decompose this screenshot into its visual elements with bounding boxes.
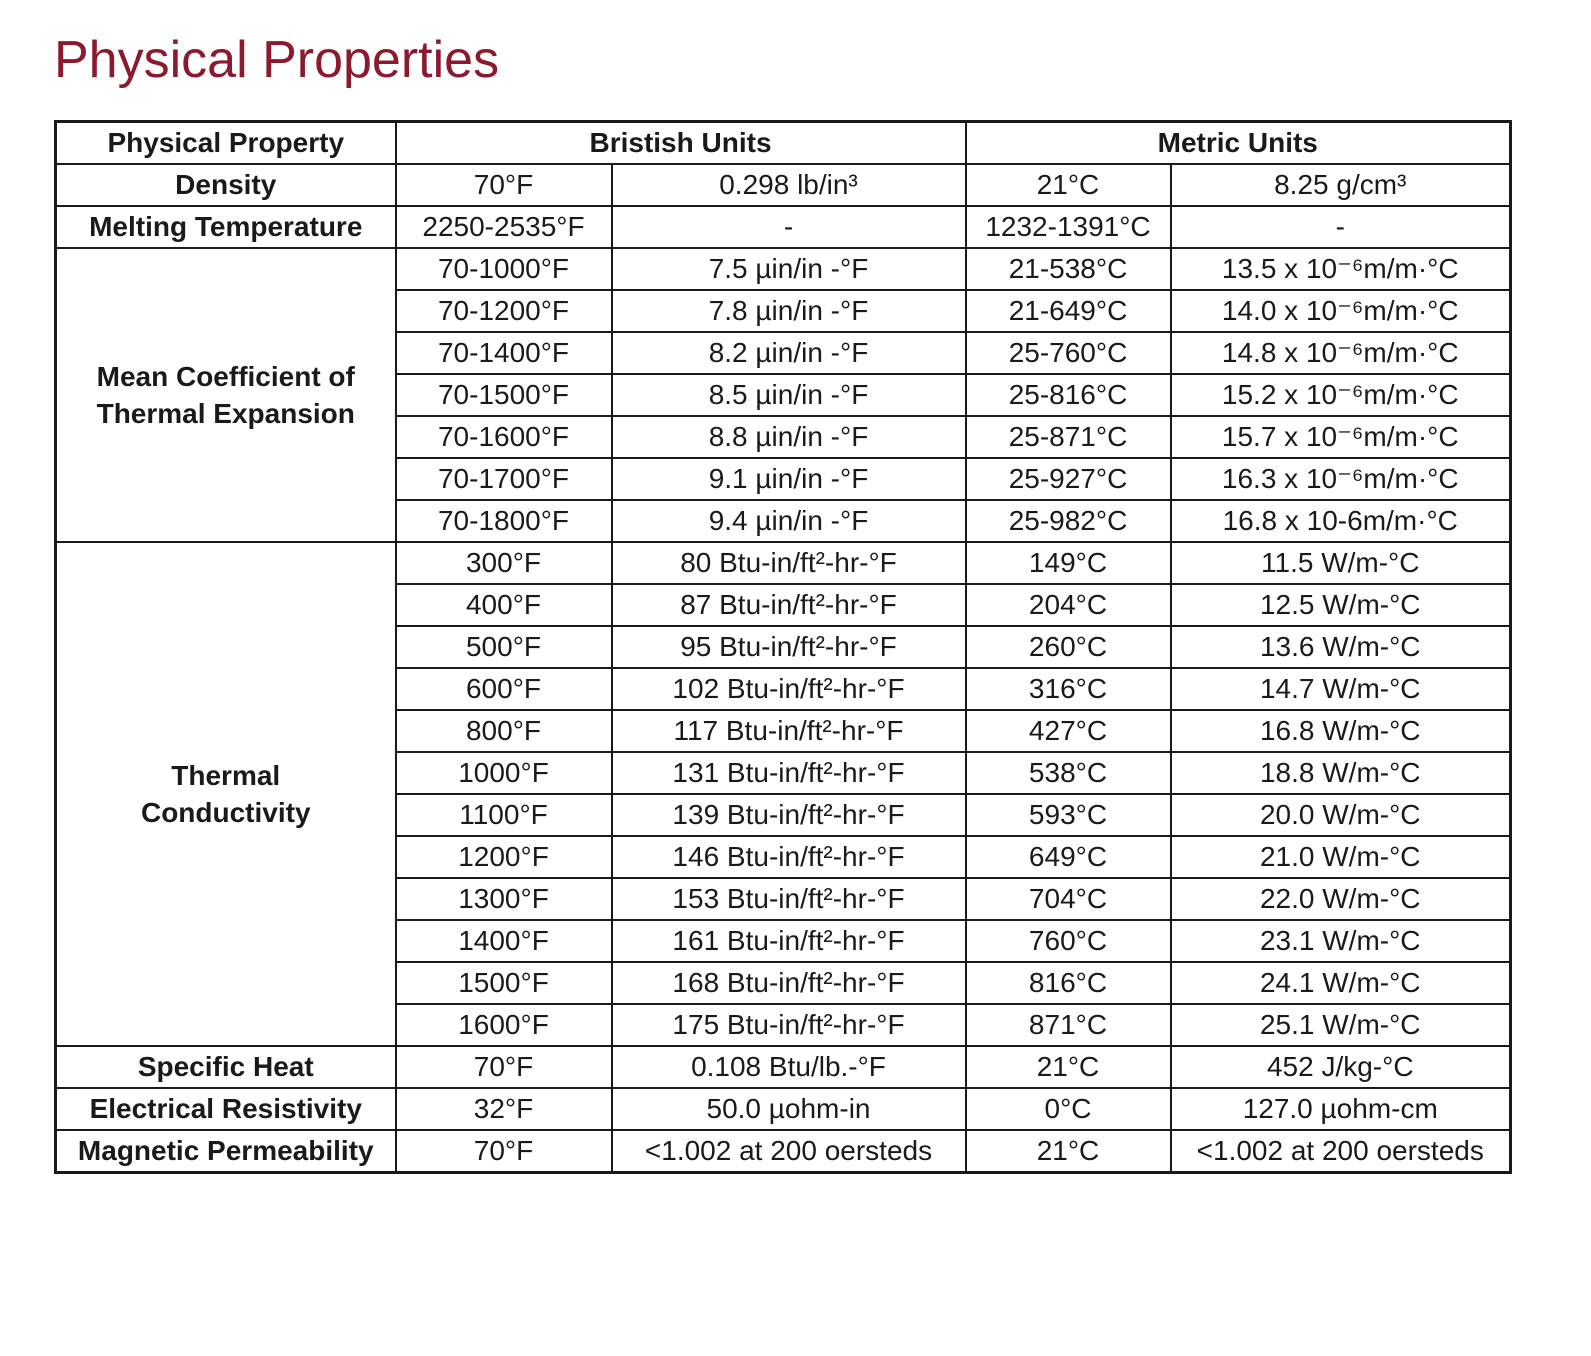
table-row-melting-temperature	[56, 206, 1511, 248]
metric-value: 15.2 x 10⁻⁶m/m·°C	[1171, 374, 1511, 416]
metric-value: 11.5 W/m-°C	[1171, 542, 1511, 584]
metric-value: 16.8 x 10-6m/m·°C	[1171, 500, 1511, 542]
british-temperature: 70-1200°F	[396, 290, 612, 332]
page-title: Physical Properties	[54, 31, 500, 89]
table-row	[56, 248, 1511, 290]
table-body	[56, 164, 1511, 1173]
metric-value: 22.0 W/m-°C	[1171, 878, 1511, 920]
british-temperature: 70-1700°F	[396, 458, 612, 500]
british-temperature: 1000°F	[396, 752, 612, 794]
metric-value: 13.6 W/m-°C	[1171, 626, 1511, 668]
british-value: 175 Btu-in/ft²-hr-°F	[612, 1004, 966, 1046]
british-value: 8.2 µin/in -°F	[612, 332, 966, 374]
metric-temperature: 21°C	[966, 1046, 1171, 1088]
property-label: Magnetic Permeability	[56, 1130, 396, 1173]
property-label: Electrical Resistivity	[56, 1088, 396, 1130]
british-value: 139 Btu-in/ft²-hr-°F	[612, 794, 966, 836]
metric-temperature: 816°C	[966, 962, 1171, 1004]
property-label: Specific Heat	[56, 1046, 396, 1088]
british-value: 168 Btu-in/ft²-hr-°F	[612, 962, 966, 1004]
metric-temperature: 21-538°C	[966, 248, 1171, 290]
british-temperature: 800°F	[396, 710, 612, 752]
metric-value: 8.25 g/cm³	[1171, 164, 1511, 206]
metric-value: 127.0 µohm-cm	[1171, 1088, 1511, 1130]
british-temperature: 1500°F	[396, 962, 612, 1004]
british-temperature: 500°F	[396, 626, 612, 668]
british-value: 7.5 µin/in -°F	[612, 248, 966, 290]
property-label-thermal-expansion: Mean Coefficient of Thermal Expansion	[56, 248, 396, 542]
british-temperature: 70°F	[396, 1046, 612, 1088]
british-value: 8.5 µin/in -°F	[612, 374, 966, 416]
metric-value: 15.7 x 10⁻⁶m/m·°C	[1171, 416, 1511, 458]
british-temperature: 2250-2535°F	[396, 206, 612, 248]
header-physical-property: Physical Property	[56, 122, 396, 165]
british-value: 50.0 µohm-in	[612, 1088, 966, 1130]
metric-value: 14.7 W/m-°C	[1171, 668, 1511, 710]
british-value: 87 Btu-in/ft²-hr-°F	[612, 584, 966, 626]
british-value: 161 Btu-in/ft²-hr-°F	[612, 920, 966, 962]
metric-temperature: 21°C	[966, 164, 1171, 206]
metric-value: 21.0 W/m-°C	[1171, 836, 1511, 878]
british-value: 80 Btu-in/ft²-hr-°F	[612, 542, 966, 584]
metric-value: 452 J/kg-°C	[1171, 1046, 1511, 1088]
header-metric-units: Metric Units	[966, 122, 1511, 165]
british-value: 102 Btu-in/ft²-hr-°F	[612, 668, 966, 710]
british-value: 8.8 µin/in -°F	[612, 416, 966, 458]
metric-temperature: 0°C	[966, 1088, 1171, 1130]
metric-temperature: 427°C	[966, 710, 1171, 752]
property-label: Melting Temperature	[56, 206, 396, 248]
british-temperature: 1400°F	[396, 920, 612, 962]
metric-temperature: 1232-1391°C	[966, 206, 1171, 248]
table-row-magnetic-permeability	[56, 1130, 1511, 1173]
metric-value: -	[1171, 206, 1511, 248]
metric-temperature: 25-760°C	[966, 332, 1171, 374]
metric-temperature: 316°C	[966, 668, 1171, 710]
british-temperature: 1600°F	[396, 1004, 612, 1046]
british-temperature: 70-1400°F	[396, 332, 612, 374]
metric-temperature: 649°C	[966, 836, 1171, 878]
metric-value: 12.5 W/m-°C	[1171, 584, 1511, 626]
metric-temperature: 260°C	[966, 626, 1171, 668]
british-temperature: 70°F	[396, 164, 612, 206]
british-temperature: 600°F	[396, 668, 612, 710]
metric-value: 23.1 W/m-°C	[1171, 920, 1511, 962]
header-british-units: Bristish Units	[396, 122, 966, 165]
table-row-specific-heat	[56, 1046, 1511, 1088]
british-temperature: 70-1500°F	[396, 374, 612, 416]
metric-value: 24.1 W/m-°C	[1171, 962, 1511, 1004]
british-temperature: 70-1000°F	[396, 248, 612, 290]
metric-value: <1.002 at 200 oersteds	[1171, 1130, 1511, 1173]
metric-temperature: 21°C	[966, 1130, 1171, 1173]
british-value: 95 Btu-in/ft²-hr-°F	[612, 626, 966, 668]
british-value: 0.108 Btu/lb.-°F	[612, 1046, 966, 1088]
metric-temperature: 25-927°C	[966, 458, 1171, 500]
british-temperature: 70-1600°F	[396, 416, 612, 458]
metric-temperature: 25-816°C	[966, 374, 1171, 416]
british-temperature: 32°F	[396, 1088, 612, 1130]
metric-value: 16.8 W/m-°C	[1171, 710, 1511, 752]
metric-value: 18.8 W/m-°C	[1171, 752, 1511, 794]
table-row-density	[56, 164, 1511, 206]
metric-temperature: 21-649°C	[966, 290, 1171, 332]
metric-value: 20.0 W/m-°C	[1171, 794, 1511, 836]
metric-temperature: 25-982°C	[966, 500, 1171, 542]
british-value: 0.298 lb/in³	[612, 164, 966, 206]
metric-value: 25.1 W/m-°C	[1171, 1004, 1511, 1046]
metric-temperature: 149°C	[966, 542, 1171, 584]
property-label: Density	[56, 164, 396, 206]
metric-value: 14.8 x 10⁻⁶m/m·°C	[1171, 332, 1511, 374]
british-value: 131 Btu-in/ft²-hr-°F	[612, 752, 966, 794]
metric-value: 16.3 x 10⁻⁶m/m·°C	[1171, 458, 1511, 500]
british-value: 146 Btu-in/ft²-hr-°F	[612, 836, 966, 878]
metric-temperature: 204°C	[966, 584, 1171, 626]
metric-temperature: 760°C	[966, 920, 1171, 962]
british-value: 9.1 µin/in -°F	[612, 458, 966, 500]
british-temperature: 70-1800°F	[396, 500, 612, 542]
metric-temperature: 871°C	[966, 1004, 1171, 1046]
british-temperature: 70°F	[396, 1130, 612, 1173]
metric-temperature: 25-871°C	[966, 416, 1171, 458]
table-row-electrical-resistivity	[56, 1088, 1511, 1130]
british-temperature: 400°F	[396, 584, 612, 626]
metric-value: 13.5 x 10⁻⁶m/m·°C	[1171, 248, 1511, 290]
british-temperature: 1200°F	[396, 836, 612, 878]
metric-temperature: 593°C	[966, 794, 1171, 836]
physical-properties-table	[54, 120, 1512, 1174]
british-value: 153 Btu-in/ft²-hr-°F	[612, 878, 966, 920]
british-value: 7.8 µin/in -°F	[612, 290, 966, 332]
metric-temperature: 704°C	[966, 878, 1171, 920]
metric-temperature: 538°C	[966, 752, 1171, 794]
british-value: <1.002 at 200 oersteds	[612, 1130, 966, 1173]
table-row	[56, 542, 1511, 584]
header-row	[56, 122, 1511, 165]
british-value: 117 Btu-in/ft²-hr-°F	[612, 710, 966, 752]
british-value: 9.4 µin/in -°F	[612, 500, 966, 542]
british-temperature: 1300°F	[396, 878, 612, 920]
property-label-thermal-conductivity: Thermal Conductivity	[56, 542, 396, 1046]
british-temperature: 300°F	[396, 542, 612, 584]
british-value: -	[612, 206, 966, 248]
metric-value: 14.0 x 10⁻⁶m/m·°C	[1171, 290, 1511, 332]
british-temperature: 1100°F	[396, 794, 612, 836]
